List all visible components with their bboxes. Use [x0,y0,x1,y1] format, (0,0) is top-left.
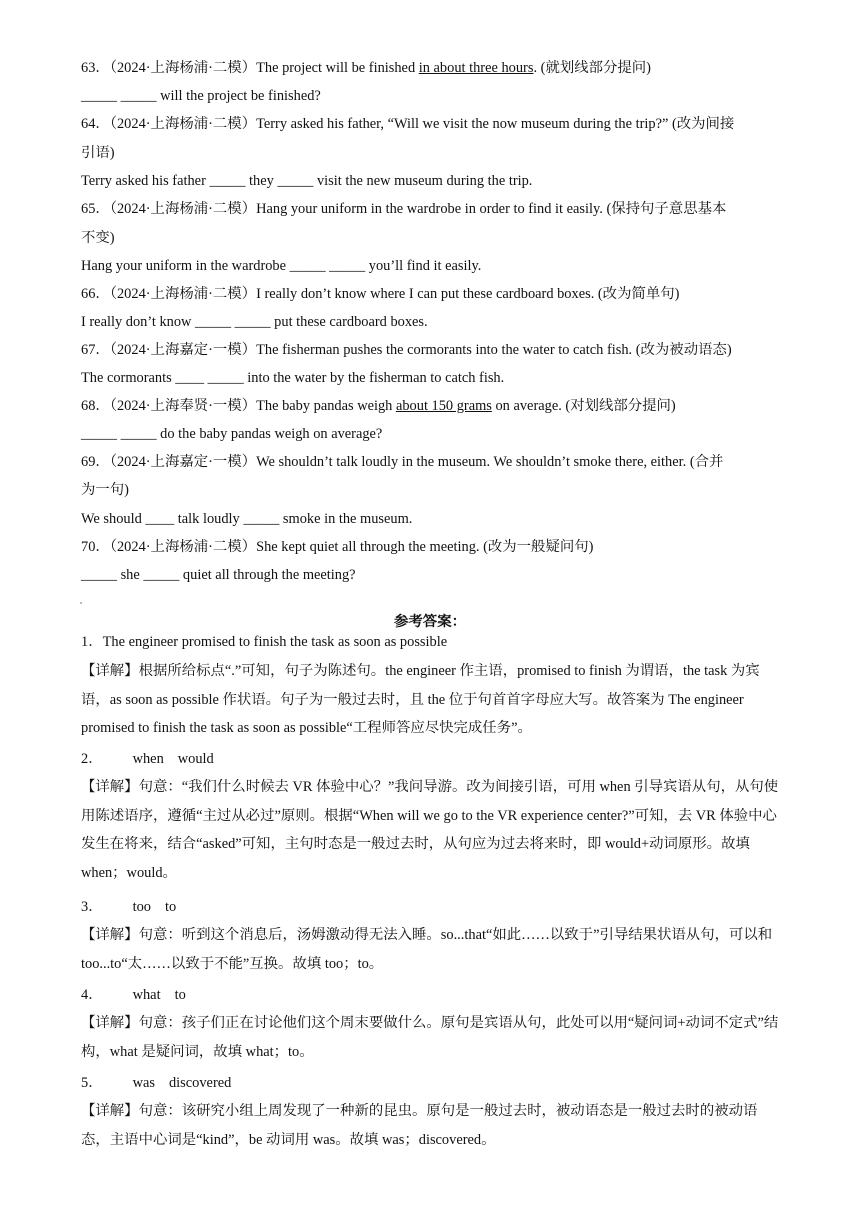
question-text: Terry asked his father, “Will we visit the now museum during the trip?” (改为间接 [256,116,735,132]
question-65 [81,199,781,219]
question-number: 67． [81,342,110,358]
question-source: （2024·上海奉贤·一模） [109,398,257,414]
answer-number: 5． [81,1075,103,1091]
detail-tag: 【详解】 [81,1103,139,1119]
answer-2 [81,749,781,769]
answer-text: The engineer promised to finish the task as soon as possible [102,634,448,650]
answer-number: 2． [81,751,103,767]
answer-line-66: I really don’t know _____ _____ put these cardboard boxes. [81,314,428,330]
answer-5-detail [81,1097,781,1154]
answer-blank-1: what [132,987,161,1003]
answer-blank-1: was [132,1075,155,1091]
question-text: I really don’t know where I can put these cardboard boxes. (改为简单句) [256,286,680,302]
answer-line-67: The cormorants ____ _____ into the water by the fisherman to catch fish. [81,370,505,386]
question-63 [81,58,781,78]
question-69-continued: 为一句) [81,482,129,498]
answer-4-detail [81,1009,781,1066]
question-text: Hang your uniform in the wardrobe in order to find it easily. (保持句子意思基本 [256,201,727,217]
answer-line-63: _____ _____ will the project be finished? [81,88,321,104]
question-67 [81,340,781,360]
question-number: 66． [81,286,110,302]
answer-number: 3． [81,899,103,915]
answer-2-detail [81,773,781,887]
question-source: （2024·上海嘉定·一模） [109,342,257,358]
question-source: （2024·上海杨浦·二模） [109,201,257,217]
answer-number: 4． [81,987,103,1003]
question-number: 63． [81,60,110,76]
question-66 [81,284,781,304]
question-text: The fisherman pushes the cormorants into the water to catch fish. (改为被动语态) [256,342,732,358]
question-text: The baby pandas weigh [256,398,396,414]
question-text: We shouldn’t talk loudly in the museum. We shouldn’t smoke there, either. (合并 [256,454,724,470]
question-64 [81,114,781,134]
question-64-continued: 引语) [81,145,115,161]
question-number: 64． [81,116,110,132]
detail-tag: 【详解】 [81,663,139,679]
detail-text: 根据所给标点“.”可知，句子为陈述句。the engineer 作主语，promised to finish 为谓语，the task 为宾语，as soon as possible 作状语。句子为一般过去时，且 the 位于句首首字母应大写。故答案为 The engineer promised to finish the task as soon as possible“工程师答应尽快完成任务”。 [81,663,760,736]
answer-blank-2: would [177,751,214,767]
answers-title: 参考答案： [394,614,466,630]
answer-number: 1． [81,634,103,650]
underlined-phrase: about 150 grams [395,398,492,414]
question-source: （2024·上海杨浦·二模） [109,539,257,555]
stray-mark [80,602,82,604]
answer-1 [81,632,781,652]
answer-1-detail [81,657,781,743]
answer-blank-2: to [164,899,177,915]
answer-4 [81,985,781,1005]
detail-text: 句意：听到这个消息后，汤姆激动得无法入睡。so...that“如此……以致于”引导结果状语从句，可以和 too...to“太……以致于不能”互换。故填 too；to。 [81,927,773,972]
question-text: The project will be finished [256,60,419,76]
answer-5 [81,1073,781,1093]
detail-text: 句意：孩子们正在讨论他们这个周末要做什么。原句是宾语从句，此处可以用“疑问词+动词不定式”结构，what 是疑问词，故填 what；to。 [81,1015,779,1060]
question-69 [81,452,781,472]
answer-3-detail [81,921,781,978]
answer-blank-1: too [132,899,151,915]
underlined-phrase: in about three hours [418,60,534,76]
question-70 [81,537,781,557]
answer-3 [81,897,781,917]
answer-line-68: _____ _____ do the baby pandas weigh on average? [81,426,383,442]
question-instruction: on average. (对划线部分提问) [491,398,676,414]
question-source: （2024·上海杨浦·二模） [109,60,257,76]
question-number: 65． [81,201,110,217]
answer-blank-1: when [132,751,164,767]
detail-tag: 【详解】 [81,1015,139,1031]
detail-text: 句意：该研究小组上周发现了一种新的昆虫。原句是一般过去时，被动语态是一般过去时的被动语态，主语中心词是“kind”，be 动词用 was。故填 was；discovered。 [81,1103,758,1148]
question-source: （2024·上海嘉定·一模） [109,454,257,470]
question-number: 70． [81,539,110,555]
question-68 [81,396,781,416]
detail-tag: 【详解】 [81,927,139,943]
answer-blank-2: discovered [168,1075,232,1091]
detail-tag: 【详解】 [81,779,139,795]
question-instruction: . (就划线部分提问) [533,60,651,76]
question-source: （2024·上海杨浦·二模） [109,116,257,132]
answer-line-70: _____ she _____ quiet all through the meeting? [81,567,356,583]
question-source: （2024·上海杨浦·二模） [109,286,257,302]
question-text: She kept quiet all through the meeting. (改为一般疑问句) [256,539,594,555]
detail-text: 句意：“我们什么时候去 VR 体验中心？”我问导游。改为间接引语，可用 when 引导宾语从句，从句使用陈述语序，遵循“主过从必过”原则。根据“When will we go to the VR experience center?”可知，去 VR 体验中心发生在将来，结合“asked”可知，主句时态是一般过去时，从句应为过去将来时，即 would+动词原形。故填 when；would。 [81,779,779,881]
answer-line-64: Terry asked his father _____ they _____ visit the new museum during the trip. [81,173,533,189]
answer-line-69: We should ____ talk loudly _____ smoke in the museum. [81,511,413,527]
answer-line-65: Hang your uniform in the wardrobe _____ _____ you’ll find it easily. [81,258,482,274]
answer-blank-2: to [174,987,186,1003]
question-65-continued: 不变) [81,230,115,246]
question-number: 68． [81,398,110,414]
question-number: 69． [81,454,110,470]
